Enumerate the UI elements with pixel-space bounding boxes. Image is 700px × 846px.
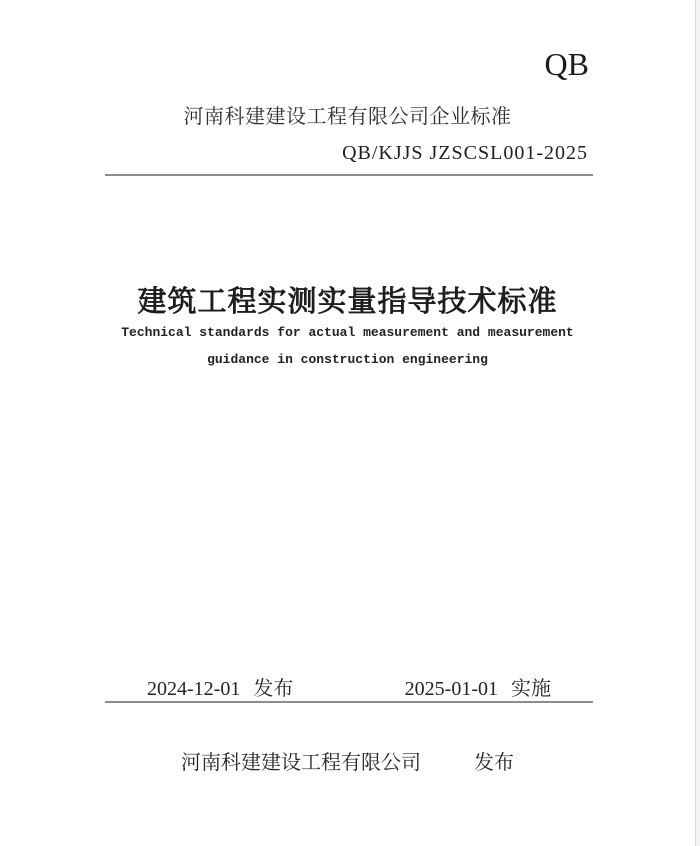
dates-row [105, 672, 593, 701]
effective-date-group [405, 672, 551, 701]
standard-type-mark: QB [544, 46, 589, 82]
effective-date: 2025-01-01 [404, 678, 498, 700]
standard-number: QB/KJJS JZSCSL001-2025 [342, 142, 588, 164]
bottom-divider-rule [105, 701, 593, 703]
org-standard-heading: 河南科建建设工程有限公司企业标准 [183, 106, 512, 128]
issue-date-group [147, 672, 293, 701]
document-title-english-line1: Technical standards for actual measurement and measurement [121, 325, 574, 340]
issue-date-label: 发布 [253, 678, 294, 700]
issue-date: 2024-12-01 [147, 678, 241, 700]
publisher-name: 河南科建建设工程有限公司 [181, 752, 421, 774]
document-title-chinese: 建筑工程实测实量指导技术标准 [137, 286, 558, 318]
document-title-english-line2: guidance in construction engineering [207, 352, 488, 367]
effective-date-label: 实施 [511, 678, 551, 700]
publisher-action-label: 发布 [474, 752, 514, 774]
top-divider-rule [105, 174, 593, 176]
publisher-row [0, 746, 695, 775]
